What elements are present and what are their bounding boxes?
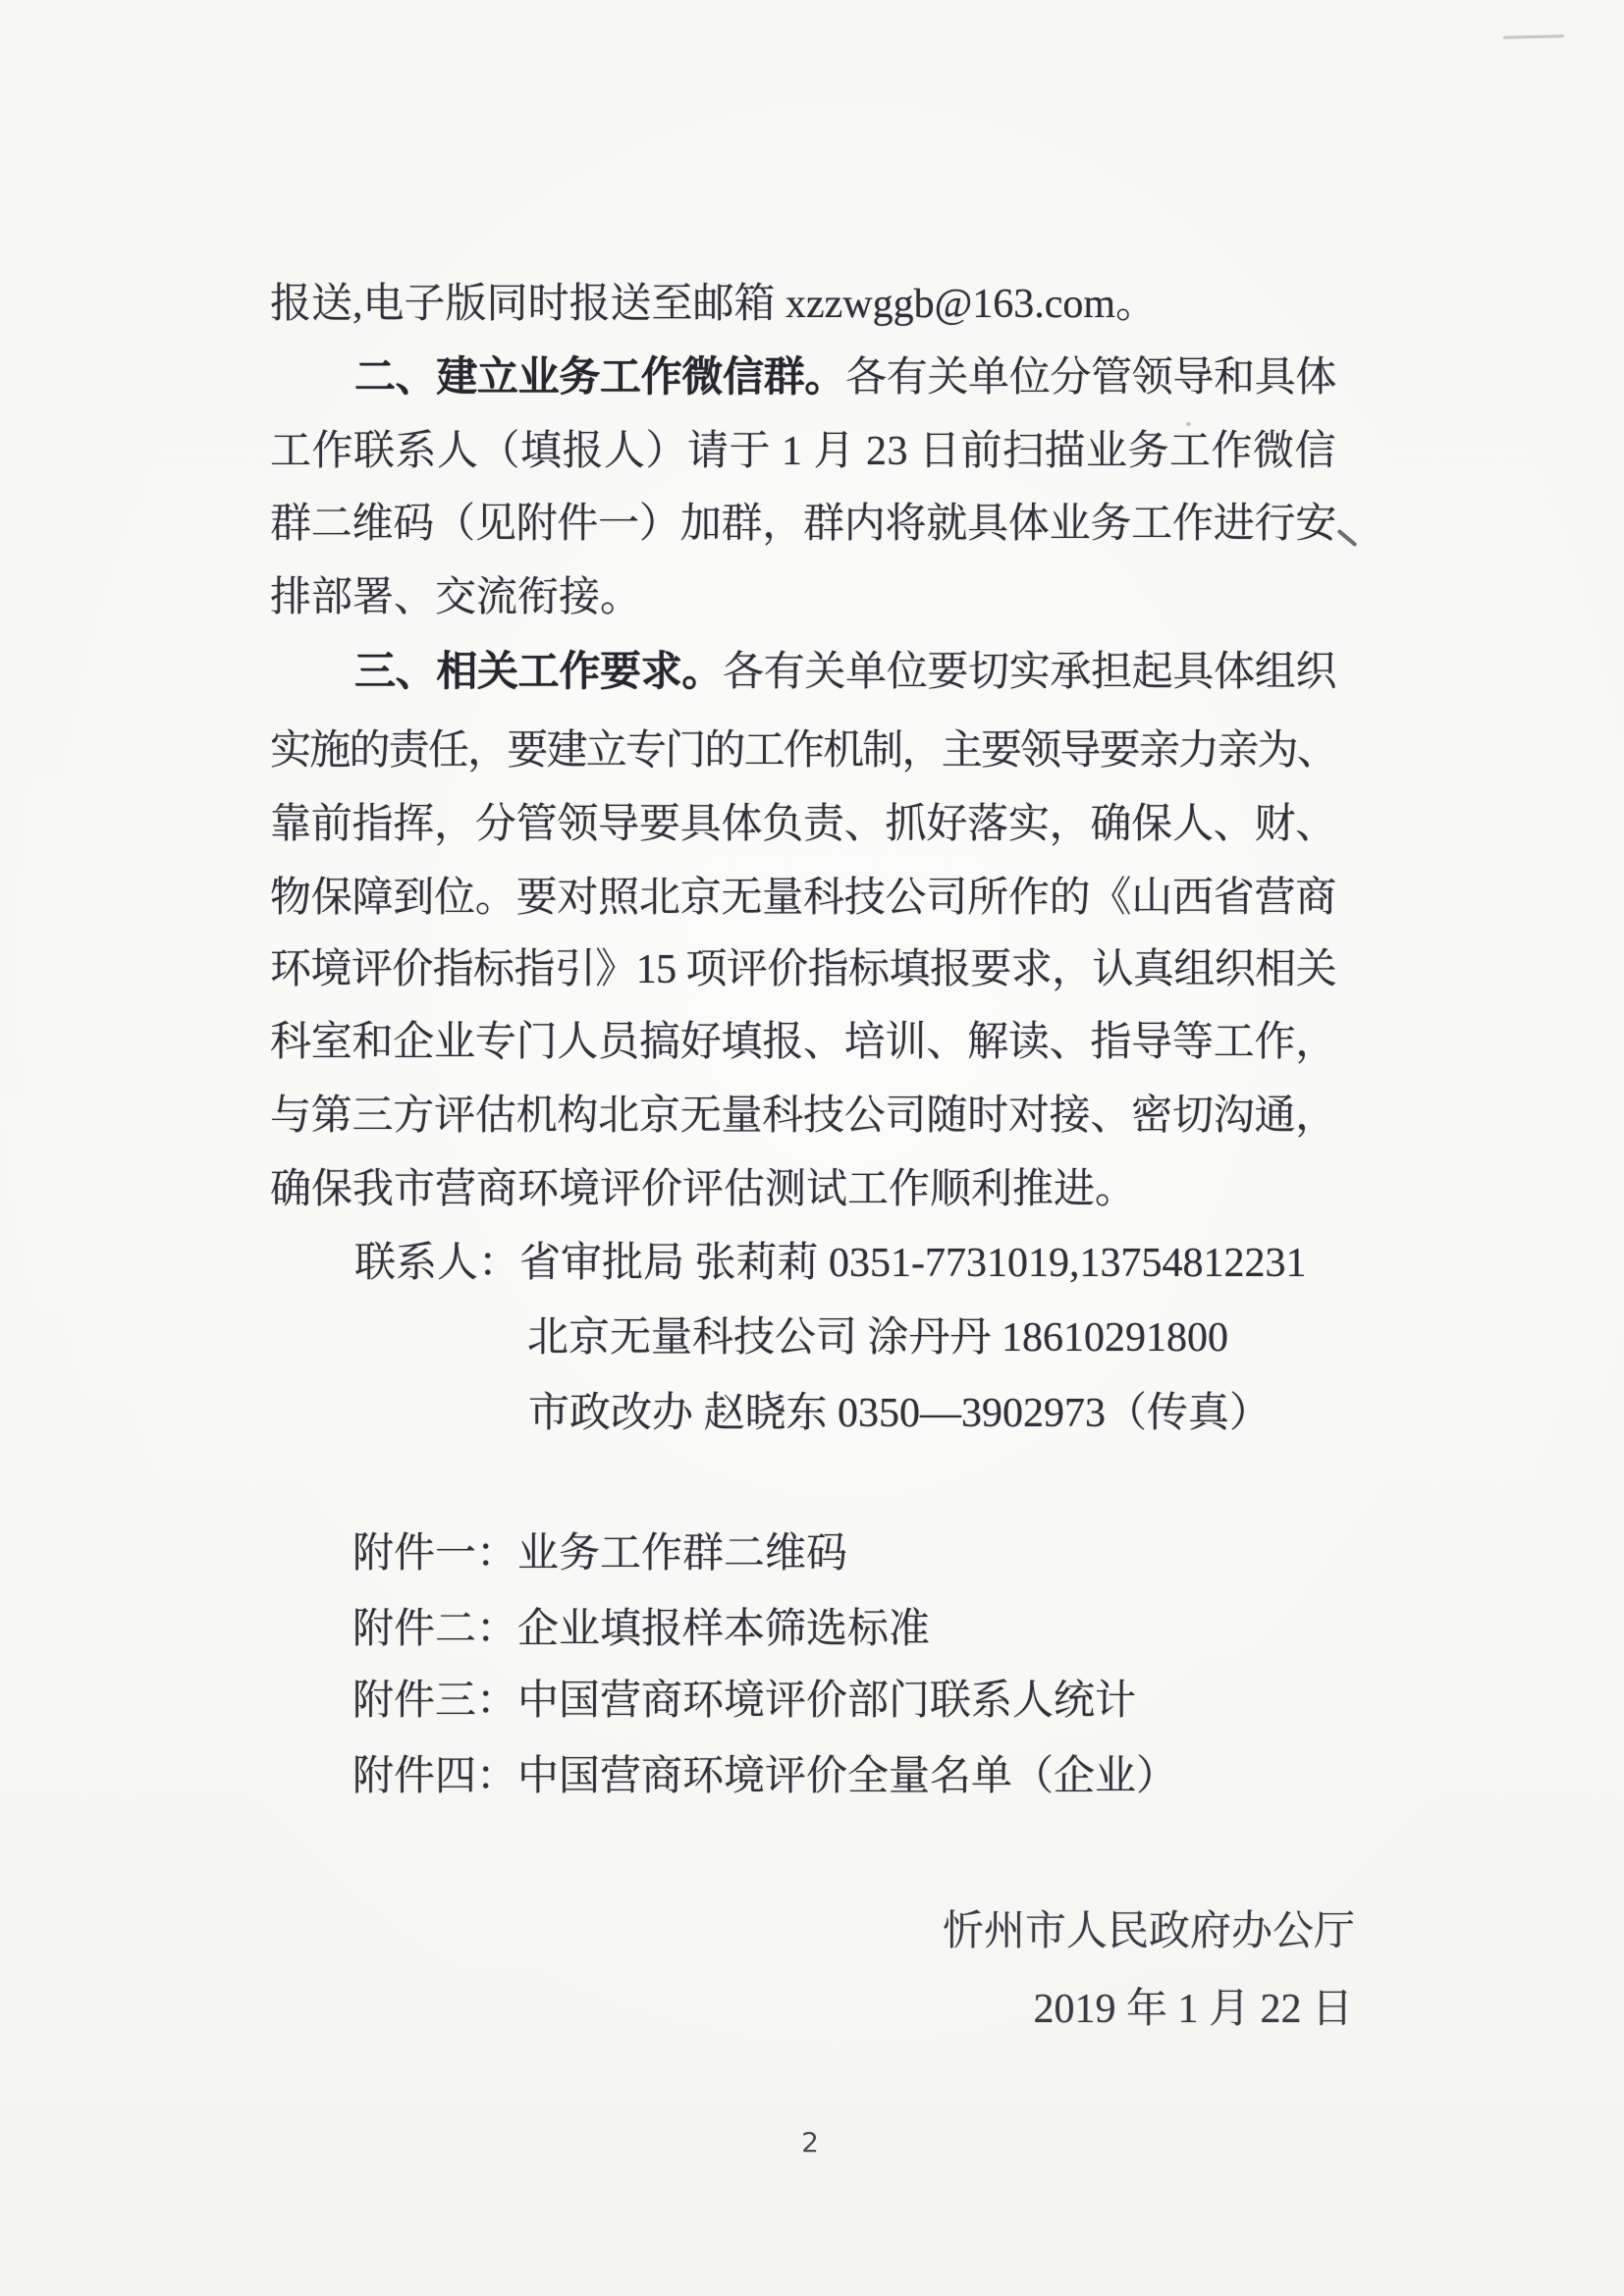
contact-line (354, 1239, 1307, 1288)
paragraph-text: 北京无量科技公司 涂丹丹 18610291800 (527, 1315, 1229, 1361)
contact-line (528, 1389, 1271, 1438)
paragraph-text: 附件三：中国营商环境评价部门联系人统计 (352, 1679, 1137, 1724)
paragraph-text: 附件二：企业填报样本筛选标准 (352, 1607, 931, 1652)
paragraph-text: 各有关单位分管领导和具体 (845, 355, 1337, 400)
attachment-line (352, 1677, 1136, 1726)
paragraph-text: 各有关单位要切实承担起具体组织 (723, 650, 1337, 695)
paragraph-text: 与第三方评估机构北京无量科技公司随时对接、密切沟通， (270, 1094, 1337, 1139)
paragraph-text: 科室和企业专门人员搞好填报、培训、解读、指导等工作， (270, 1020, 1337, 1065)
paragraph-heading-text: 三、相关工作要求。 (354, 650, 724, 695)
paragraph-text: 确保我市营商环境评价评估测试工作顺利推进。 (270, 1167, 1137, 1212)
body-line (270, 1165, 1136, 1214)
attachment-line (352, 1605, 930, 1654)
scan-artifact-speck (1186, 422, 1191, 426)
paragraph-text: 市政改办 赵晓东 0350—3902973（传真） (528, 1391, 1272, 1436)
scan-artifact-dash (1503, 34, 1564, 39)
paragraph-heading-text: 二、建立业务工作微信群。 (354, 355, 846, 400)
body-line (270, 427, 1336, 476)
paragraph-text: 环境评价指标指引》15 项评价指标填报要求，认真组织相关 (270, 947, 1336, 992)
body-line (354, 648, 1336, 697)
paragraph-text: 物保障到位。要对照北京无量科技公司所作的《山西省营商 (270, 876, 1337, 921)
paragraph-text: 排部署、交流衔接。 (270, 575, 642, 620)
paragraph-text: 联系人：省审批局 张莉莉 0351-7731019,13754812231 (354, 1241, 1307, 1286)
paragraph-text: 靠前指挥，分管领导要具体负责、抓好落实，确保人、财、 (270, 802, 1337, 847)
paragraph-text: 附件四：中国营商环境评价全量名单（企业） (352, 1754, 1178, 1799)
scan-artifact-stroke (1337, 529, 1358, 547)
paragraph-text: 附件一：业务工作群二维码 (352, 1531, 848, 1576)
signature-office: 忻州市人民政府办公厅 (942, 1909, 1355, 1954)
paragraph-text: 工作联系人（填报人）请于 1 月 23 日前扫描业务工作微信 (270, 429, 1337, 474)
paragraph-text: 实施的责任，要建立专门的工作机制，主要领导要亲力亲为、 (270, 728, 1336, 774)
body-line (270, 800, 1336, 849)
body-line (270, 945, 1336, 994)
body-line (270, 874, 1336, 923)
signature-date: 2019 年 1 月 22 日 (1033, 1987, 1353, 2032)
body-line (270, 280, 1157, 329)
body-line (270, 500, 1336, 549)
paragraph-text: 群二维码（见附件一）加群，群内将就具体业务工作进行安 (270, 502, 1337, 547)
contact-line (527, 1313, 1228, 1362)
body-line (354, 353, 1336, 402)
attachment-line (352, 1752, 1177, 1801)
attachment-line (352, 1529, 847, 1578)
page-number: 2 (801, 2126, 819, 2159)
body-line (270, 726, 1336, 775)
body-line (270, 1092, 1336, 1141)
paragraph-text: 报送,电子版同时报送至邮箱 xzzwggb@163.com。 (270, 282, 1158, 327)
body-line (270, 573, 641, 622)
body-line (270, 1018, 1336, 1067)
